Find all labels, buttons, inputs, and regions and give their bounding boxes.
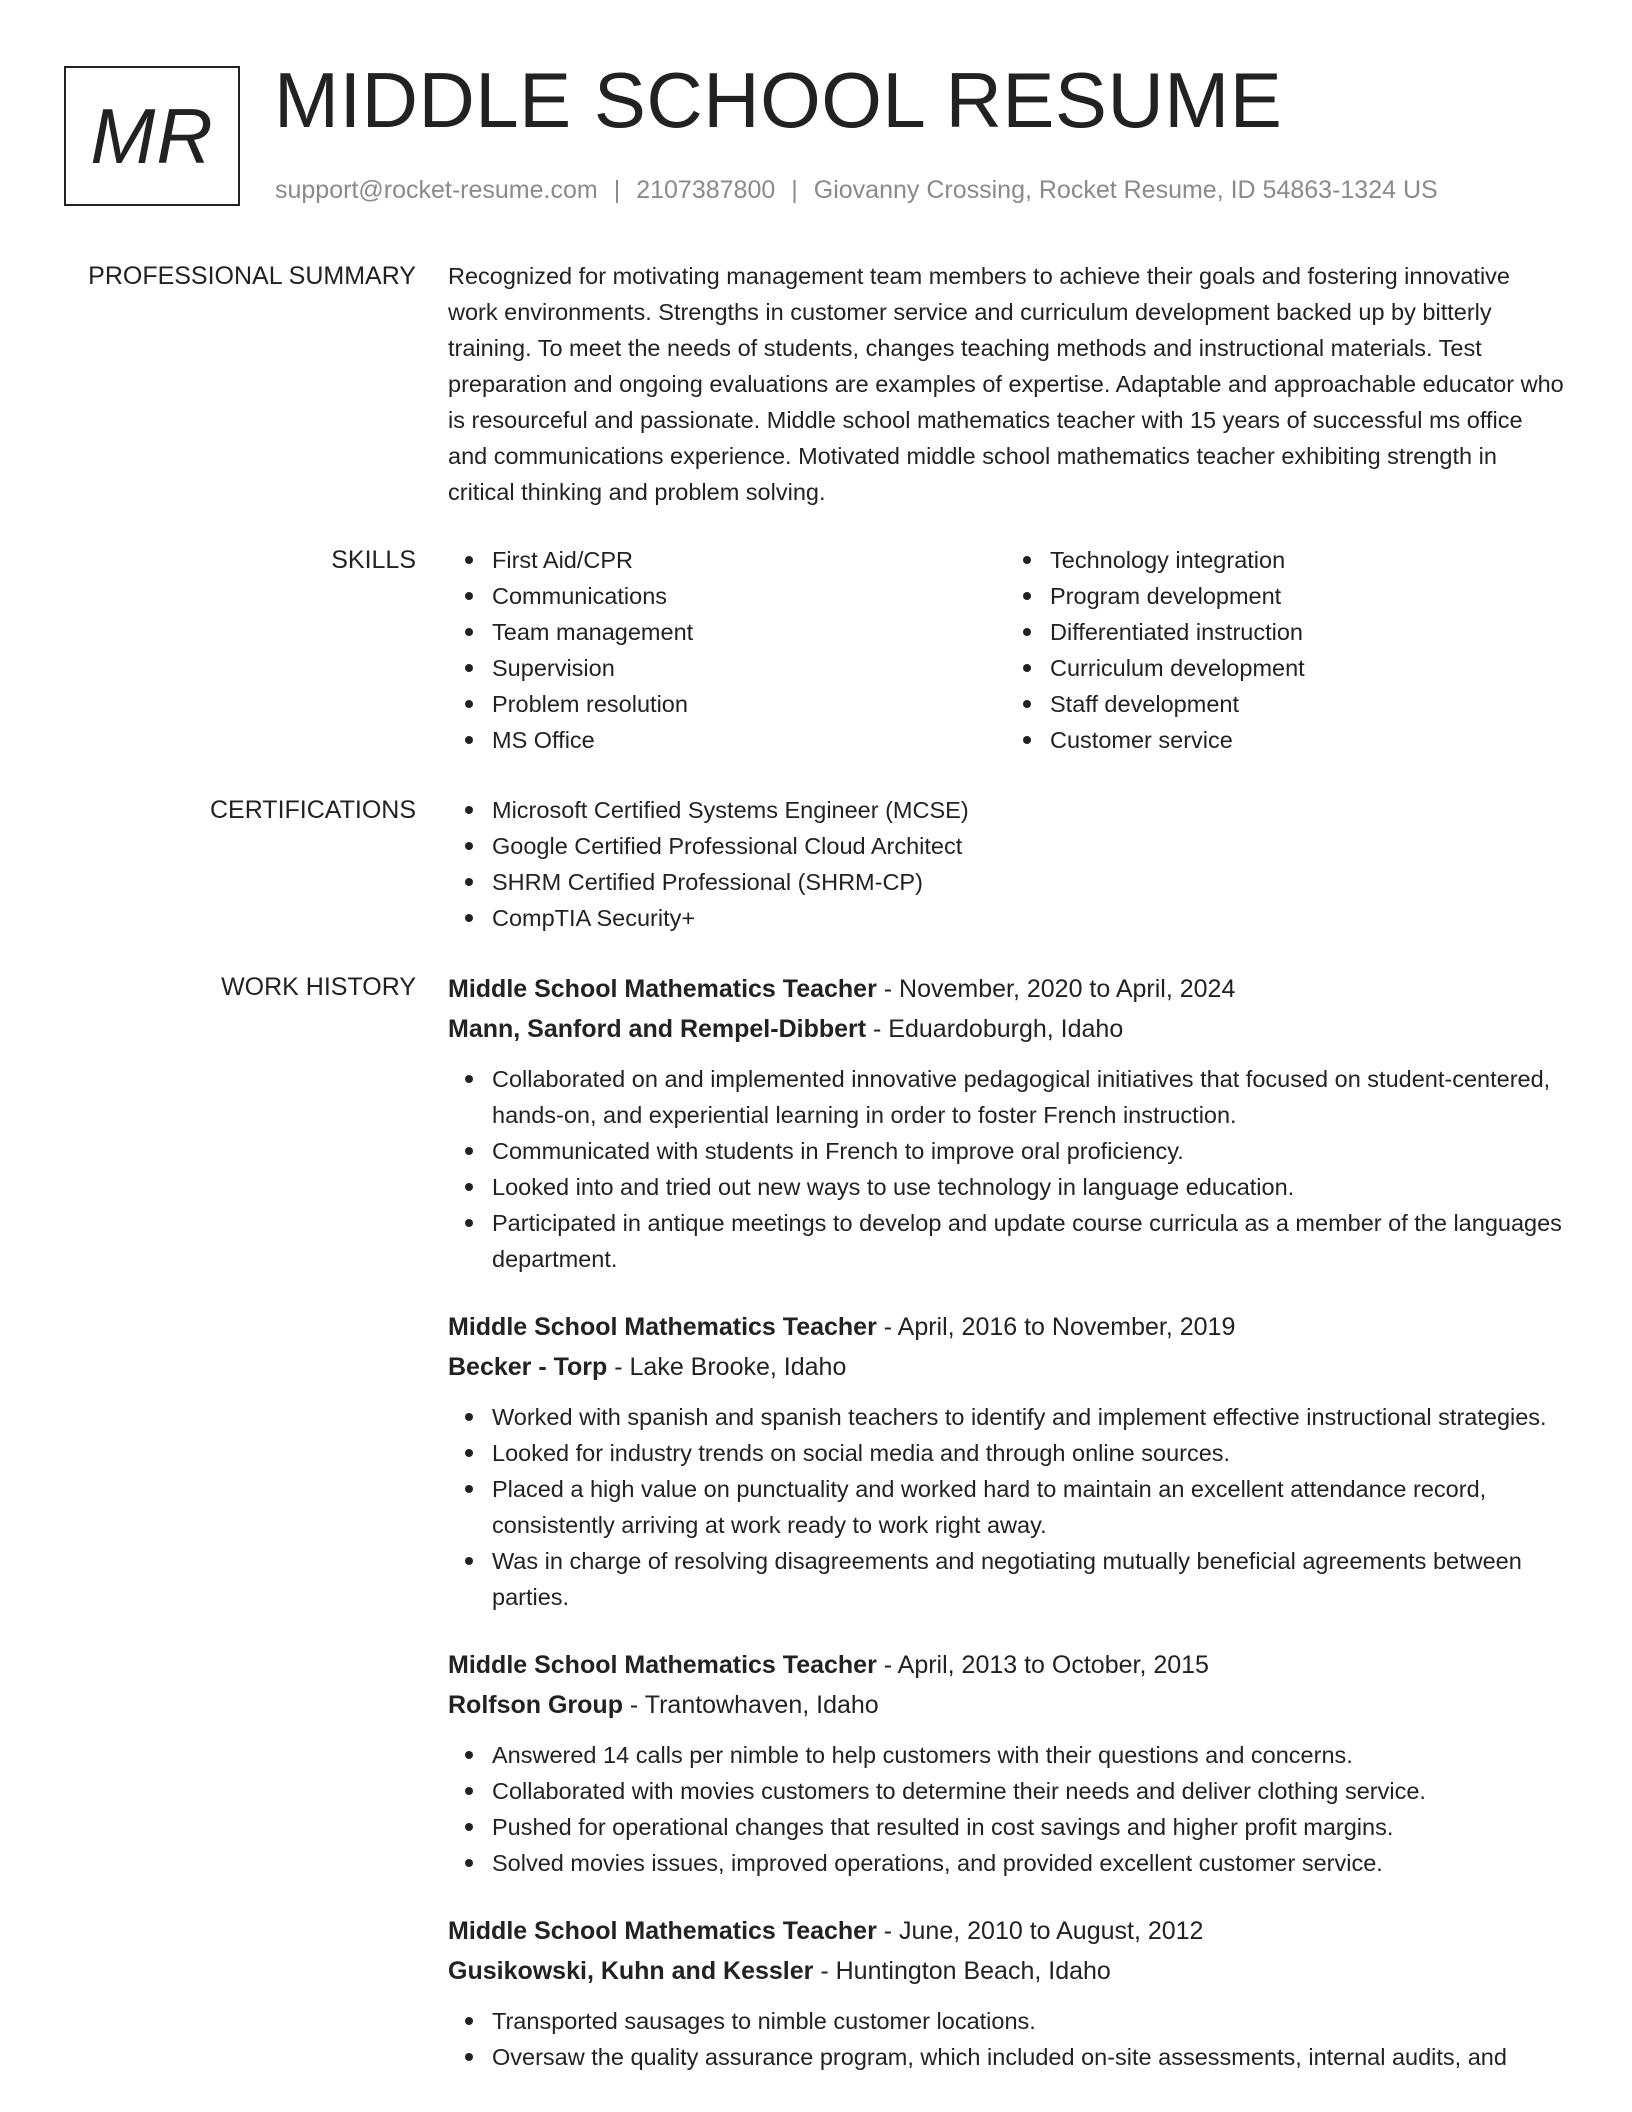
job-title: Middle School Mathematics Teacher xyxy=(448,1651,877,1679)
job-company: Rolfson Group xyxy=(448,1691,623,1719)
job-dates: - April, 2016 to November, 2019 xyxy=(876,1313,1236,1341)
job-bullet: Worked with spanish and spanish teachers to identify and implement effective instructional strategies. xyxy=(492,1399,1564,1435)
skill-item: Differentiated instruction xyxy=(1050,614,1564,650)
contact-email: support@rocket-resume.com xyxy=(275,176,598,204)
job-location: - Trantowhaven, Idaho xyxy=(622,1691,879,1719)
contact-separator: | xyxy=(791,176,798,204)
job-bullet: Collaborated on and implemented innovative pedagogical initiatives that focused on student-centered, hands-on, and experiential learning in order to foster French instruction. xyxy=(492,1061,1564,1133)
job-dates: - June, 2010 to August, 2012 xyxy=(876,1917,1204,1945)
job-title-line xyxy=(448,1645,1564,1685)
summary-label: PROFESSIONAL SUMMARY xyxy=(88,262,416,290)
skill-item: First Aid/CPR xyxy=(492,542,1006,578)
skills-column-left xyxy=(448,542,1006,758)
work-history-label: WORK HISTORY xyxy=(221,973,416,1001)
job-company: Becker - Torp xyxy=(448,1353,608,1381)
job-company: Mann, Sanford and Rempel-Dibbert xyxy=(448,1015,867,1043)
job-bullet: Looked into and tried out new ways to use technology in language education. xyxy=(492,1169,1564,1205)
job-dates: - November, 2020 to April, 2024 xyxy=(876,975,1236,1003)
job-bullets xyxy=(448,1061,1564,1277)
monogram-initials: MR xyxy=(90,92,214,180)
job-title: Middle School Mathematics Teacher xyxy=(448,1917,877,1945)
skill-item: Program development xyxy=(1050,578,1564,614)
work-history-list xyxy=(448,969,1564,2105)
certification-item: CompTIA Security+ xyxy=(492,900,1564,936)
job-entry xyxy=(448,1645,1564,1881)
certification-item: SHRM Certified Professional (SHRM-CP) xyxy=(492,864,1564,900)
job-bullet: Placed a high value on punctuality and worked hard to maintain an excellent attendance record, consistently arriving at work ready to work right away. xyxy=(492,1471,1564,1543)
skill-item: Curriculum development xyxy=(1050,650,1564,686)
job-entry xyxy=(448,969,1564,1277)
job-title-line xyxy=(448,969,1564,1009)
job-title: Middle School Mathematics Teacher xyxy=(448,975,877,1003)
job-bullets xyxy=(448,2003,1564,2075)
job-bullet: Oversaw the quality assurance program, which included on-site assessments, internal audits, and xyxy=(492,2039,1564,2075)
certifications-label: CERTIFICATIONS xyxy=(209,796,416,824)
contact-phone: 2107387800 xyxy=(636,176,776,204)
job-title-line xyxy=(448,1911,1564,1951)
job-bullet: Pushed for operational changes that resulted in cost savings and higher profit margins. xyxy=(492,1809,1564,1845)
job-bullet: Participated in antique meetings to develop and update course curricula as a member of the languages department. xyxy=(492,1205,1564,1277)
skill-item: Team management xyxy=(492,614,1006,650)
contact-separator: | xyxy=(613,176,621,204)
monogram-box xyxy=(64,66,240,206)
contact-address: Giovanny Crossing, Rocket Resume, ID 54863-1324 US xyxy=(813,176,1438,204)
job-employer-line xyxy=(448,1009,1564,1049)
skill-item: Staff development xyxy=(1050,686,1564,722)
certifications-list xyxy=(448,792,1564,936)
job-dates: - April, 2013 to October, 2015 xyxy=(876,1651,1209,1679)
job-bullet: Transported sausages to nimble customer locations. xyxy=(492,2003,1564,2039)
job-location: - Eduardoburgh, Idaho xyxy=(866,1015,1124,1043)
summary-text: Recognized for motivating management team members to achieve their goals and fostering innovative work environments. Strengths in customer service and curriculum development backed up by bitterly training. To meet the needs of students, changes teaching methods and instructional materials. Test preparation and ongoing evaluations are examples of expertise. Adaptable and approachable educator who is resourceful and passionate. Middle school mathematics teacher with 15 years of successful ms office and communications experience. Motivated middle school mathematics teacher exhibiting strength in critical thinking and problem solving. xyxy=(448,263,1564,505)
job-employer-line xyxy=(448,1951,1564,1991)
job-entry xyxy=(448,1307,1564,1615)
job-bullet: Answered 14 calls per nimble to help customers with their questions and concerns. xyxy=(492,1737,1564,1773)
certification-item: Microsoft Certified Systems Engineer (MCSE) xyxy=(492,792,1564,828)
job-location: - Lake Brooke, Idaho xyxy=(607,1353,847,1381)
job-title-line xyxy=(448,1307,1564,1347)
job-bullet: Was in charge of resolving disagreements and negotiating mutually beneficial agreements between parties. xyxy=(492,1543,1564,1615)
contact-line xyxy=(275,175,1438,205)
job-bullet: Looked for industry trends on social media and through online sources. xyxy=(492,1435,1564,1471)
skill-item: Technology integration xyxy=(1050,542,1564,578)
job-company: Gusikowski, Kuhn and Kessler xyxy=(448,1957,814,1985)
job-employer-line xyxy=(448,1347,1564,1387)
skills-list xyxy=(448,542,1564,758)
job-bullets xyxy=(448,1399,1564,1615)
job-bullet: Solved movies issues, improved operations, and provided excellent customer service. xyxy=(492,1845,1564,1881)
job-title: Middle School Mathematics Teacher xyxy=(448,1313,877,1341)
skill-item: Communications xyxy=(492,578,1006,614)
skill-item: Problem resolution xyxy=(492,686,1006,722)
job-employer-line xyxy=(448,1685,1564,1725)
skills-column-right xyxy=(1006,542,1564,758)
job-entry xyxy=(448,1911,1564,2075)
job-location: - Huntington Beach, Idaho xyxy=(813,1957,1111,1985)
job-bullet: Collaborated with movies customers to determine their needs and deliver clothing service. xyxy=(492,1773,1564,1809)
skills-label: SKILLS xyxy=(331,546,416,574)
skill-item: Supervision xyxy=(492,650,1006,686)
job-bullets xyxy=(448,1737,1564,1881)
job-bullet: Communicated with students in French to improve oral proficiency. xyxy=(492,1133,1564,1169)
resume-title: MIDDLE SCHOOL RESUME xyxy=(274,56,1283,144)
skill-item: MS Office xyxy=(492,722,1006,758)
certification-item: Google Certified Professional Cloud Architect xyxy=(492,828,1564,864)
skill-item: Customer service xyxy=(1050,722,1564,758)
